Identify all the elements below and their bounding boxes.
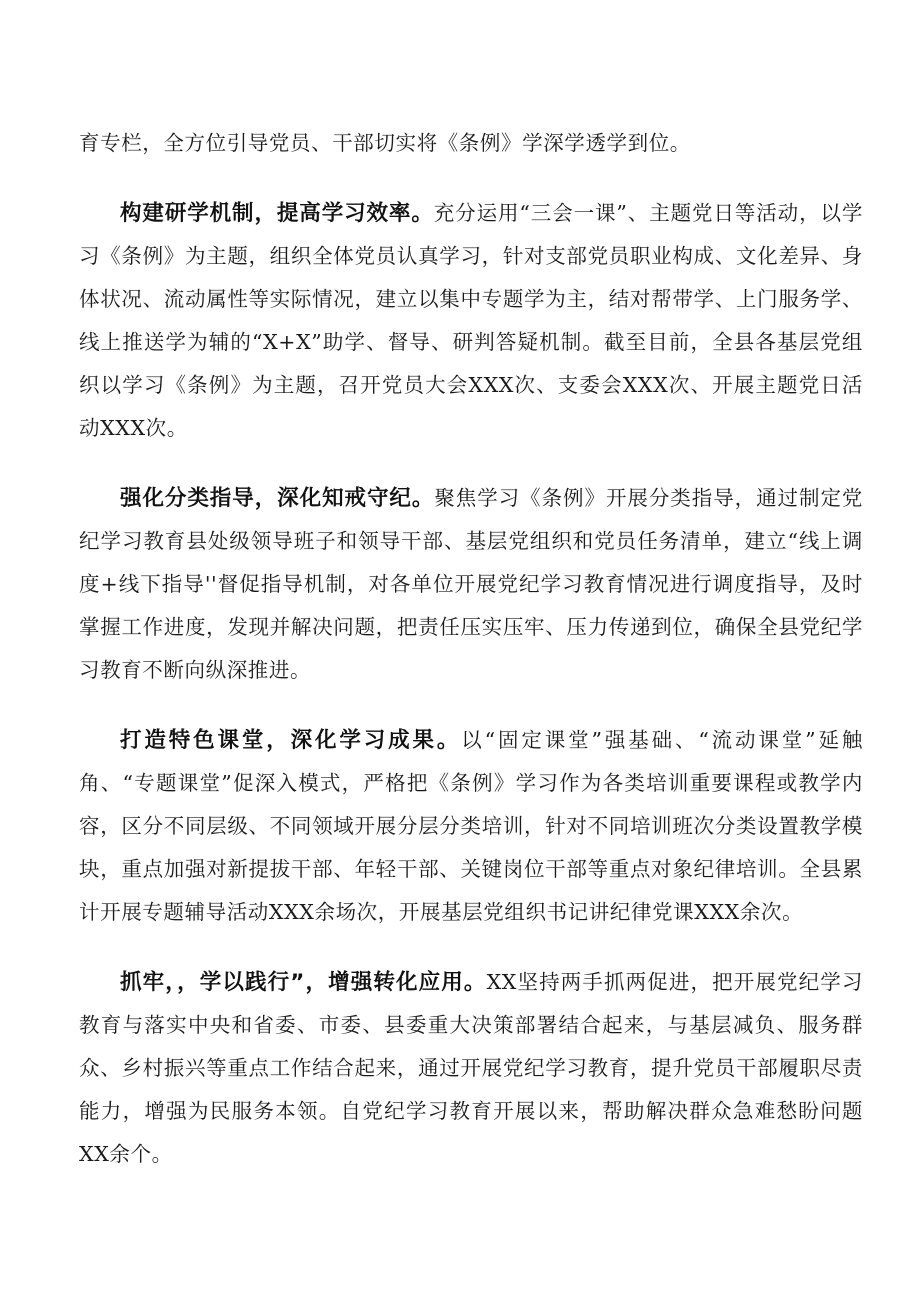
- paragraph-heading: 构建研学机制，提高学习效率。: [120, 201, 434, 226]
- paragraph-body: 聚焦学习《条例》开展分类指导，通过制定党纪学习教育县处级领导班子和领导干部、基层党组织和党员任务清单，建立“线上调度+线下指导''督促指导机制，对各单位开展党纪学习教育情况进行调度指导，及时掌握工作进度，发现并解决问题，把责任压实压牢、压力传递到位，确保全县党纪学习教育不断向纵深推进。: [79, 486, 864, 682]
- paragraph-heading: 强化分类指导，深化知戒守纪。: [120, 486, 435, 511]
- paragraph-classified-guidance: [79, 477, 863, 692]
- paragraph-practice-application: [79, 961, 863, 1176]
- paragraph-heading: 打造特色课堂，深化学习成果。: [120, 728, 462, 753]
- paragraph-heading: 抓牢，，学以践行”，增强转化应用。: [120, 970, 487, 995]
- paragraph-body: XX坚持两手抓两促进，把开展党纪学习教育与落实中央和省委、市委、县委重大决策部署结合起来，与基层减负、服务群众、乡村振兴等重点工作结合起来，通过开展党纪学习教育，提升党员干部履职尽责能力，增强为民服务本领。自党纪学习教育开展以来，帮助解决群众急难愁盼问题XX余个。: [79, 970, 863, 1166]
- paragraph-featured-classroom: [79, 719, 863, 934]
- paragraph-study-mechanism: [79, 192, 863, 450]
- paragraph-body: 以“固定课堂”强基础、“流动课堂”延触角、“专题课堂”促深入模式，严格把《条例》学习作为各类培训重要课程或教学内容，区分不同层级、不同领域开展分层分类培训，针对不同培训班次分类设置教学模块，重点加强对新提拔干部、年轻干部、关键岗位干部等重点对象纪律培训。全县累计开展专题辅导活动XXX余场次，开展基层党组织书记讲纪律党课XXX余次。: [79, 728, 864, 924]
- paragraph-continuation: [79, 122, 863, 165]
- document-page: [79, 122, 863, 1176]
- paragraph-body: 充分运用“三会一课”、主题党日等活动，以学习《条例》为主题，组织全体党员认真学习，针对支部党员职业构成、文化差异、身体状况、流动属性等实际情况，建立以集中专题学为主，结对帮带学、上门服务学、线上推送学为辅的“X+X”助学、督导、研判答疑机制。截至目前，全县各基层党组织以学习《条例》为主题，召开党员大会XXX次、支委会XXX次、开展主题党日活动XXX次。: [79, 201, 864, 440]
- paragraph-body: 育专栏，全方位引导党员、干部切实将《条例》学深学透学到位。: [79, 131, 691, 155]
